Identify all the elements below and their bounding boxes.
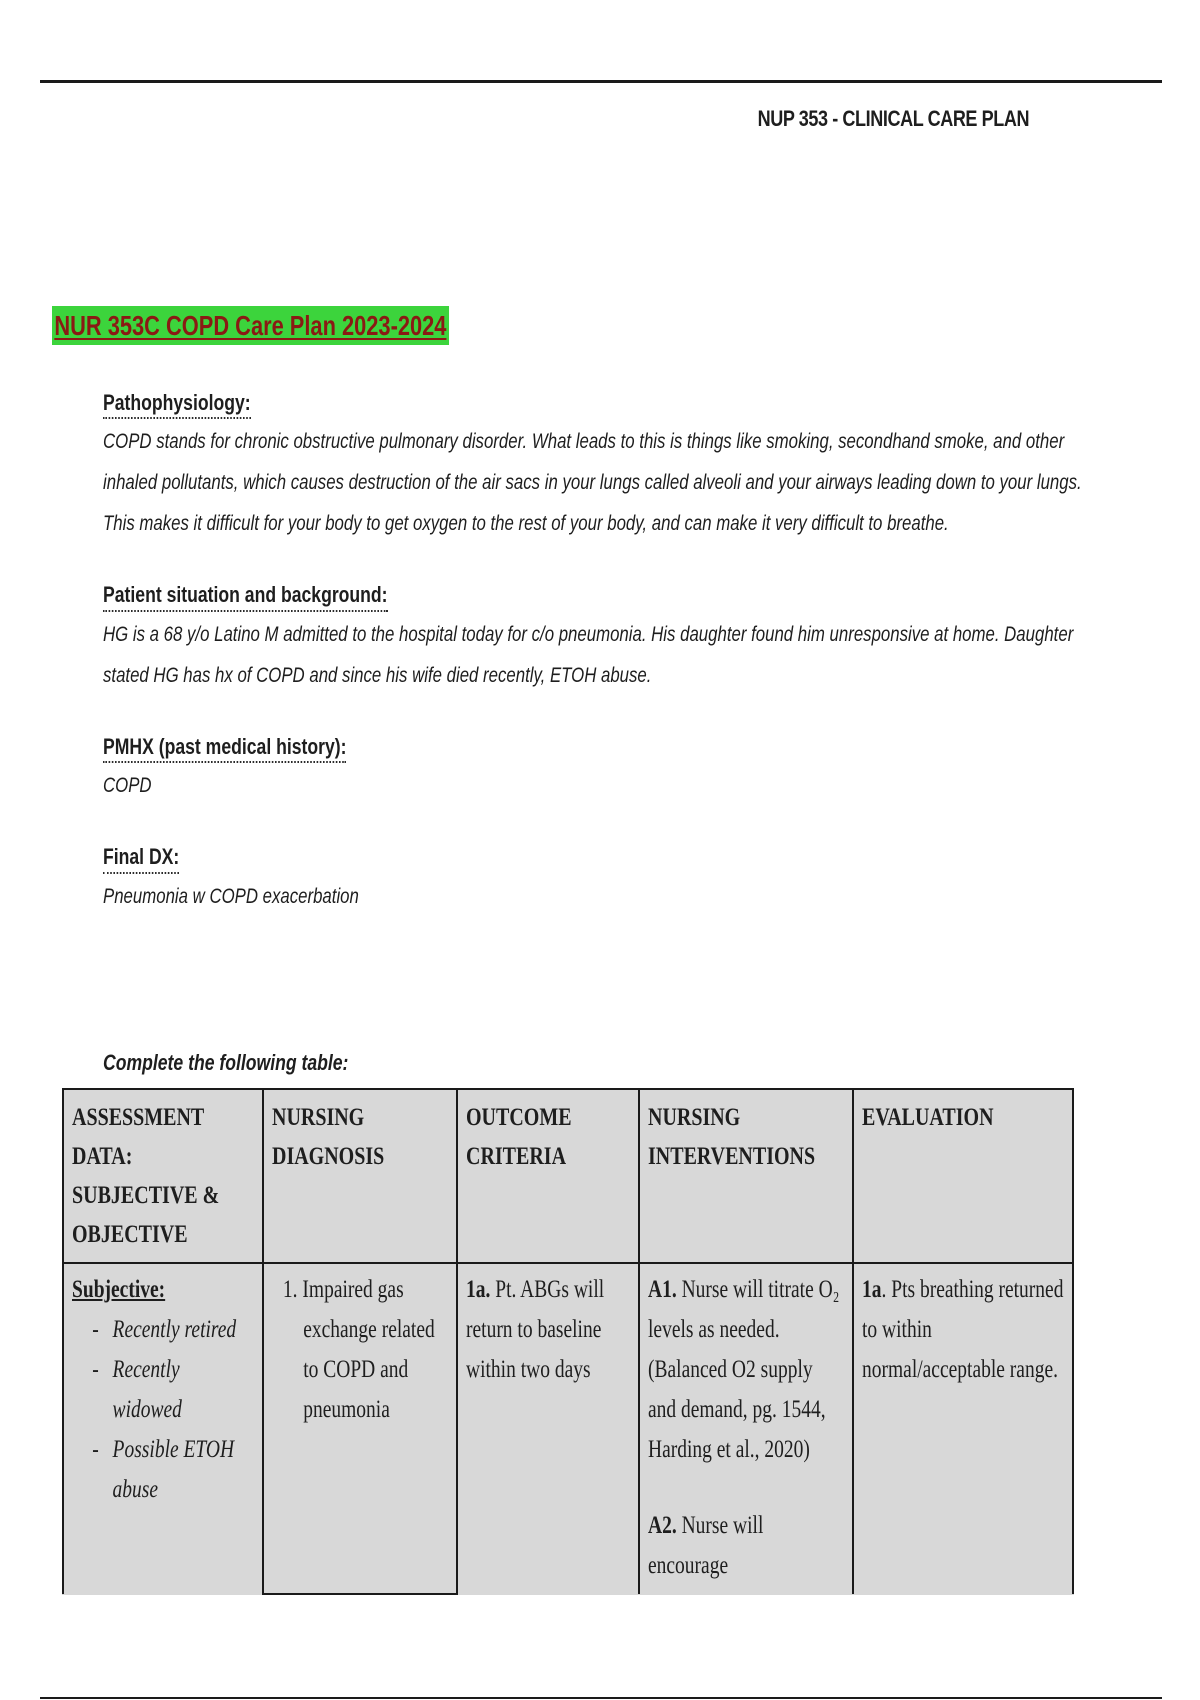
header-interventions: NURSING INTERVENTIONS: [639, 1089, 853, 1263]
intervention-1-text: Nurse will titrate O₂ levels as needed. (Balanced O2 supply and demand, pg. 1544, Harding et al., 2020): [648, 1276, 840, 1463]
intervention-2-text: Nurse will encourage: [648, 1512, 764, 1579]
final-dx-text: Pneumonia w COPD exacerbation: [103, 884, 359, 908]
document-title: NUR 353C COPD Care Plan 2023-2024: [52, 306, 449, 345]
table-row: [63, 1263, 1073, 1594]
evaluation-cell: [853, 1263, 1073, 1594]
interventions-cell: [639, 1263, 853, 1594]
table-header-row: [63, 1089, 1073, 1263]
intervention-1-label: A1.: [648, 1276, 677, 1303]
header-diagnosis: NURSING DIAGNOSIS: [263, 1089, 457, 1263]
list-item: - Recently widowed: [72, 1350, 254, 1430]
situation-section: [103, 582, 1103, 695]
situation-heading: Patient situation and background:: [103, 582, 388, 611]
pmhx-text: COPD: [103, 774, 152, 798]
table-intro: Complete the following table:: [103, 1050, 349, 1075]
outcome-label: 1a.: [466, 1276, 491, 1303]
list-item: - Possible ETOH abuse: [72, 1430, 254, 1510]
intervention-2-label: A2.: [648, 1512, 677, 1539]
pmhx-section: [103, 734, 1103, 806]
subjective-heading: Subjective:: [72, 1276, 166, 1303]
bottom-rule: [40, 1697, 1162, 1699]
outcome-cell: [457, 1263, 639, 1594]
diagnosis-cell: [263, 1263, 457, 1594]
care-plan-table: [62, 1088, 1074, 1595]
diagnosis-text: Impaired gas exchange related to COPD and pneumonia: [302, 1276, 435, 1423]
evaluation-label: 1a: [862, 1276, 882, 1303]
document-body: [103, 390, 1103, 955]
header-outcome: OUTCOME CRITERIA: [457, 1089, 639, 1263]
diagnosis-item: [272, 1270, 448, 1430]
pathophysiology-text: COPD stands for chronic obstructive pulmonary disorder. What leads to this is things like smoking, secondhand smoke, and other inhaled pollutants, which causes destruction of the air sacs in your lungs called alveoli and your airways leading down to your lungs. This makes it difficult for your body to get oxygen to the rest of your body, and can make it very difficult to breathe.: [103, 430, 1082, 536]
subjective-list: [72, 1310, 254, 1510]
diagnosis-number: 1.: [282, 1276, 298, 1303]
header-evaluation: EVALUATION: [853, 1089, 1073, 1263]
header-assessment: ASSESSMENT DATA: SUBJECTIVE & OBJECTIVE: [63, 1089, 263, 1263]
pmhx-heading: PMHX (past medical history):: [103, 734, 347, 763]
situation-text: HG is a 68 y/o Latino M admitted to the hospital today for c/o pneumonia. His daughter found him unresponsive at home. Daughter stated HG has hx of COPD and since his wife died recently, ETOH abuse.: [103, 622, 1074, 687]
final-dx-section: [103, 844, 1103, 916]
list-item: - Recently retired: [72, 1310, 254, 1350]
final-dx-heading: Final DX:: [103, 844, 179, 873]
evaluation-text: . Pts breathing returned to within normal/acceptable range.: [862, 1276, 1064, 1383]
pathophysiology-section: [103, 390, 1103, 544]
header-title: NUP 353 - CLINICAL CARE PLAN: [757, 106, 1029, 131]
pathophysiology-heading: Pathophysiology:: [103, 390, 251, 419]
assessment-cell: [63, 1263, 263, 1594]
outcome-text: Pt. ABGs will return to baseline within two days: [466, 1276, 605, 1383]
top-rule: [40, 80, 1162, 83]
